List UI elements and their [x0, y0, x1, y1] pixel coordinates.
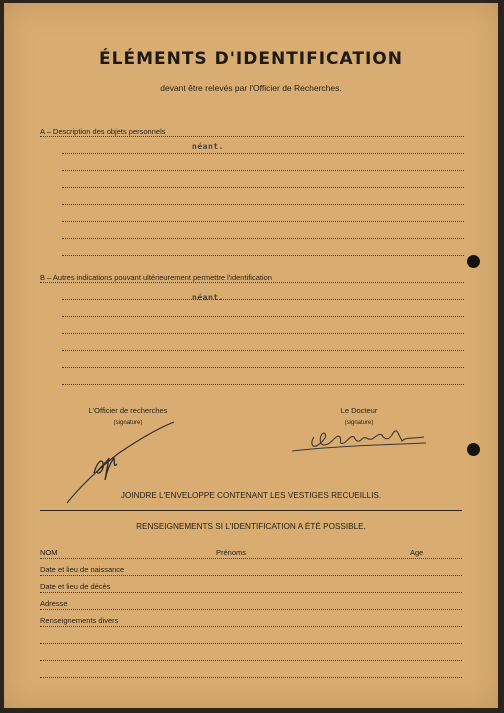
- doctor-signature-caption: (signature): [344, 420, 374, 426]
- punch-hole: [467, 443, 480, 456]
- section-divider: [40, 510, 462, 511]
- dotted-line: [40, 282, 464, 283]
- dotted-line: [62, 255, 464, 256]
- naissance-label: Date et lieu de naissance: [40, 565, 127, 574]
- renseignements-heading: RENSEIGNEMENTS SI L'IDENTIFICATION A ÉTÉ POSSIBLE.: [136, 522, 366, 531]
- dotted-line: [62, 350, 464, 351]
- doctor-signature: [284, 423, 429, 459]
- dotted-line: [40, 626, 462, 627]
- dotted-line: [62, 299, 464, 300]
- adresse-label: Adresse: [40, 599, 71, 608]
- dotted-line: [62, 238, 464, 239]
- dotted-line: [40, 558, 462, 559]
- dotted-line: [40, 575, 462, 576]
- punch-hole: [467, 255, 480, 268]
- section-b-stamp: néant.: [192, 293, 224, 302]
- dotted-line: [40, 609, 462, 610]
- section-a-label: A – Description des objets personnels: [40, 127, 169, 136]
- dotted-line: [62, 204, 464, 205]
- dotted-line: [40, 592, 462, 593]
- age-label: Age: [407, 548, 426, 557]
- dotted-line: [62, 187, 464, 188]
- officer-label: L'Officier de recherches: [88, 406, 168, 415]
- deces-label: Date et lieu de décès: [40, 582, 113, 591]
- officer-signature-caption: (signature): [113, 420, 143, 426]
- dotted-line: [62, 384, 464, 385]
- nom-label: NOM: [40, 548, 61, 557]
- dotted-line: [62, 333, 464, 334]
- dotted-line: [40, 643, 462, 644]
- section-a-stamp: néant.: [192, 142, 224, 151]
- dotted-line: [40, 660, 462, 661]
- instruction-text: JOINDRE L'ENVELOPPE CONTENANT LES VESTIGES RECUEILLIS.: [120, 491, 382, 500]
- prenoms-label: Prénoms: [213, 548, 249, 557]
- dotted-line: [62, 153, 464, 154]
- section-b-label: B – Autres indications pouvant ultérieurement permettre l'identification: [40, 273, 275, 282]
- dotted-line: [62, 221, 464, 222]
- dotted-line: [40, 136, 464, 137]
- dotted-line: [40, 677, 462, 678]
- doctor-label: Le Docteur: [340, 406, 378, 415]
- form-sheet: [4, 3, 498, 708]
- divers-label: Renseignements divers: [40, 616, 121, 625]
- form-subtitle: devant être relevés par l'Officier de Recherches.: [160, 83, 342, 93]
- dotted-line: [62, 367, 464, 368]
- dotted-line: [62, 316, 464, 317]
- form-title: ÉLÉMENTS D'IDENTIFICATION: [99, 49, 403, 69]
- dotted-line: [62, 170, 464, 171]
